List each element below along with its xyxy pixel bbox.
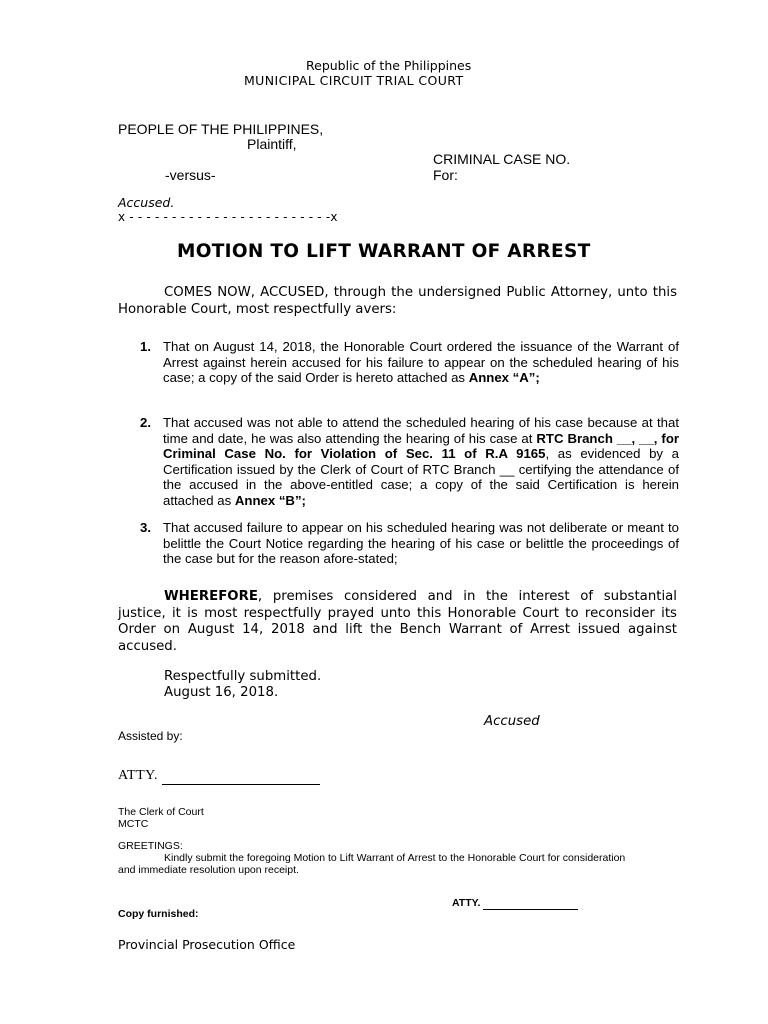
for-label: For:	[433, 167, 458, 183]
wherefore-paragraph: WHEREFORE, premises considered and in the interest of substantial justice, it is most respectfully prayed unto this Honorable Court to reconsider its Order on August 14, 2018 and lift the Bench Warrant of Arrest issued against accused.	[118, 589, 677, 654]
annex-a: Annex “A”;	[468, 370, 540, 385]
submission-date: August 16, 2018.	[164, 685, 279, 700]
item-text: That accused failure to appear on his scheduled hearing was not deliberate or meant to belittle the Court Notice regarding the hearing of his case or belittle the proceedings of the case but for the reason afore-stated;	[163, 520, 679, 566]
notice-atty-line: ATTY.	[452, 897, 578, 910]
plaintiff-name: PEOPLE OF THE PHILIPPINES,	[118, 121, 324, 137]
court-header: MUNICIPAL CIRCUIT TRIAL COURT	[244, 73, 464, 88]
item-number: 3.	[140, 520, 151, 535]
republic-header: Republic of the Philippines	[306, 58, 472, 73]
caption-divider: x - - - - - - - - - - - - - - - - - - - - - - - -x	[118, 210, 338, 224]
criminal-case-no: CRIMINAL CASE NO.	[433, 151, 571, 167]
annex-b: Annex “B”;	[234, 492, 306, 508]
plaintiff-role: Plaintiff,	[247, 136, 297, 152]
prosecution-office: Provincial Prosecution Office	[118, 937, 296, 952]
rtc-branch-ref: RTC Branch __, __, for Criminal Case No. for Violation of Sec. 11 of R.A 9165	[163, 430, 680, 461]
assisted-by: Assisted by:	[118, 729, 183, 743]
accused-signature-label: Accused	[484, 714, 540, 729]
accused-label: Accused.	[118, 195, 175, 210]
atty-signature-line: ATTY.	[118, 768, 320, 785]
list-item	[117, 520, 679, 567]
respectfully-submitted: Respectfully submitted.	[164, 669, 322, 684]
item-number: 1.	[140, 339, 151, 354]
wherefore-bold: WHEREFORE	[164, 589, 258, 604]
intro-paragraph: COMES NOW, ACCUSED, through the undersigned Public Attorney, unto this Honorable Court, most respectfully avers:	[118, 285, 677, 317]
list-item	[117, 415, 679, 508]
item-text: That accused was not able to attend the scheduled hearing of his case because at that time and date, he was also attending the hearing of his case at RTC Branch __, __, for Criminal Case No. for Violation of Sec. 11 of R.A 9165, as evidenced by a Certification issued by the Clerk of Court of RTC Branch __ certifying the attendance of the accused in the above-entitled case; a copy of the said Certification is herein attached as Annex “B”;	[163, 415, 680, 508]
notice-signature-blank	[483, 897, 578, 910]
list-item	[117, 339, 679, 386]
versus-label: -versus-	[165, 167, 216, 183]
copy-furnished: Copy furnished:	[118, 908, 199, 920]
item-text: That on August 14, 2018, the Honorable Court ordered the issuance of the Warrant of Arrest against herein accused for his failure to appear on the scheduled hearing of his case; a copy of the said Order is hereto attached as Annex “A”;	[163, 339, 679, 385]
signature-blank	[162, 768, 320, 785]
clerk-of-court: The Clerk of Court	[118, 806, 204, 818]
mctc-label: MCTC	[118, 818, 149, 830]
notice-body-line-2: and immediate resolution upon receipt.	[118, 864, 299, 876]
item-number: 2.	[140, 415, 151, 430]
notice-body-line-1: Kindly submit the foregoing Motion to Lift Warrant of Arrest to the Honorable Court for consideration	[164, 852, 626, 864]
greetings: GREETINGS:	[118, 840, 183, 852]
motion-title: MOTION TO LIFT WARRANT OF ARREST	[177, 241, 591, 262]
